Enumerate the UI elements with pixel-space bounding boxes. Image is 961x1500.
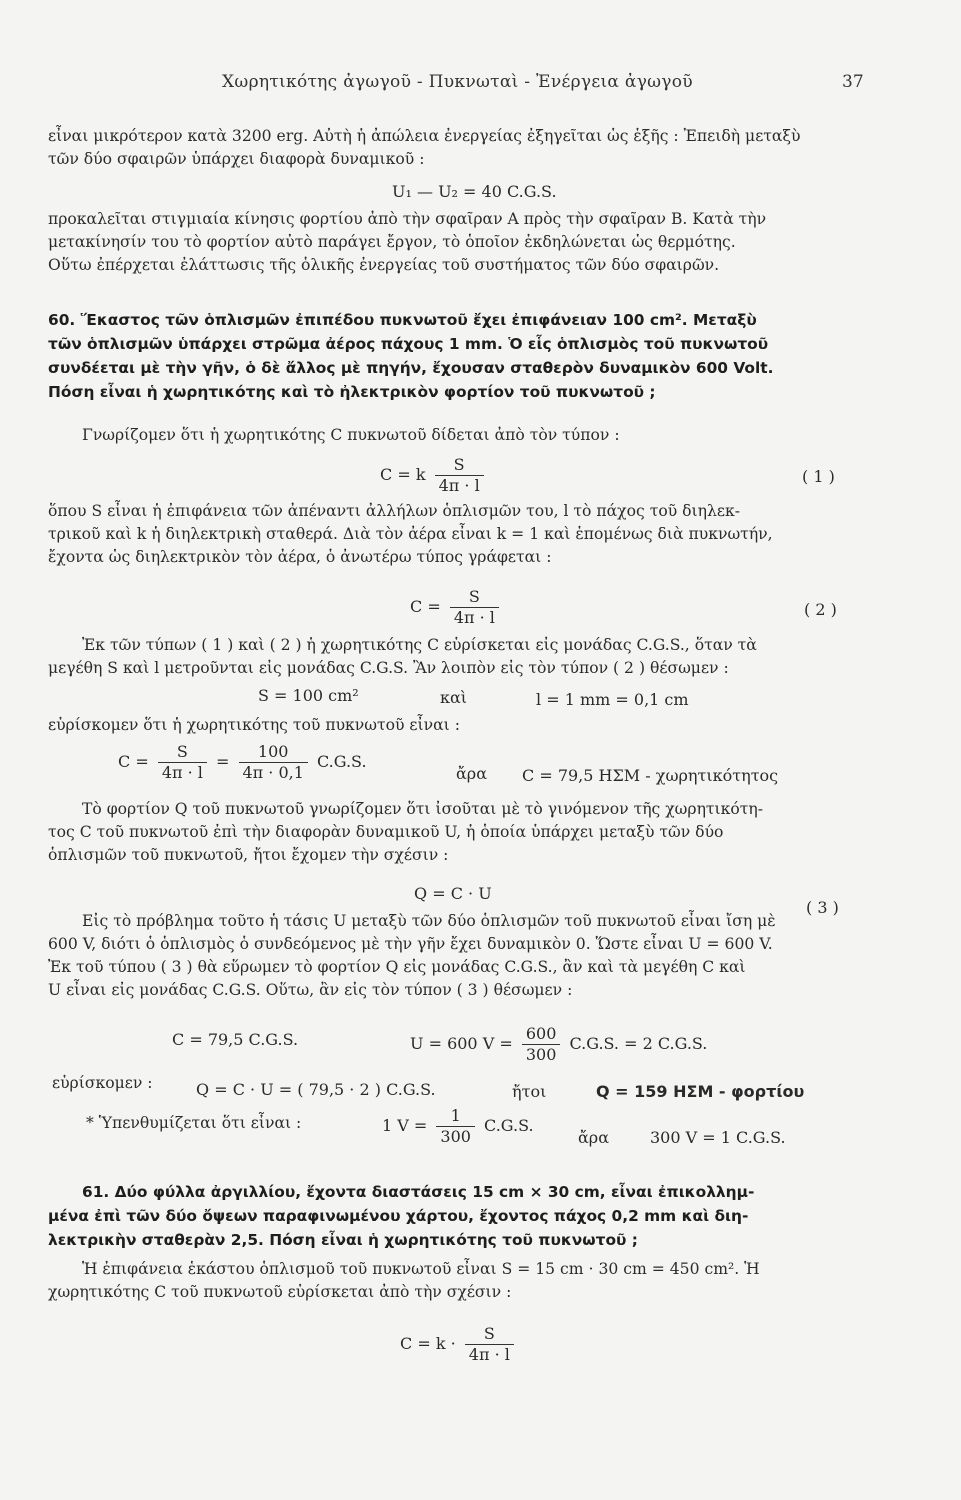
problem-60 <box>48 308 878 404</box>
solution-60-units <box>48 634 878 680</box>
eq7-result: Q = 159 ΗΣΜ - φορτίου <box>596 1082 805 1101</box>
text-line: εὑρίσκομεν ὅτι ἡ χωρητικότης τοῦ πυκνωτοῦ εἶναι : <box>48 716 460 734</box>
text-line: προκαλεῖται στιγμιαία κίνησις φορτίου ἀπὸ τὴν σφαῖραν Α πρὸς τὴν σφαῖραν Β. Κατὰ τὴν <box>48 210 767 228</box>
eq4-denominator-2: 4π · 0,1 <box>242 763 304 782</box>
eq6-denominator: 300 <box>525 1045 557 1064</box>
equation-1-tag: ( 1 ) <box>802 467 835 486</box>
text-line: τος C τοῦ πυκνωτοῦ ἐπὶ τὴν διαφορὰν δυναμικοῦ U, ἡ ὁποία ὑπάρχει μεταξὺ τῶν δύο <box>48 823 724 841</box>
header-title: Χωρητικότης ἀγωγοῦ - Πυκνωταὶ - Ἐνέργεια ἀγωγοῦ <box>222 72 693 92</box>
text-line: Γνωρίζομεν ὅτι ἡ χωρητικότης C πυκνωτοῦ δίδεται ἀπὸ τὸν τύπον : <box>82 426 620 444</box>
eq6-u-lhs: U = 600 V = <box>410 1034 513 1053</box>
problem-line: 61. Δύο φύλλα ἀργιλλίου, ἔχοντα διαστάσεις 15 cm × 30 cm, εἶναι ἐπικολλημ- <box>82 1183 755 1201</box>
solution-60-intro <box>48 424 878 447</box>
eq6-capacitance: C = 79,5 C.G.S. <box>172 1030 299 1049</box>
text-line: Τὸ φορτίον Q τοῦ πυκνωτοῦ γνωρίζομεν ὅτι ἰσοῦται μὲ τὸ γινόμενον τῆς χωρητικότη- <box>82 800 764 818</box>
equation-1 <box>380 455 488 496</box>
eq2-lhs: C = <box>410 597 441 616</box>
problem-61 <box>48 1180 878 1252</box>
equation-potential-difference: U₁ — U₂ = 40 C.G.S. <box>392 182 557 201</box>
equation-3-and: καὶ <box>440 688 468 707</box>
note-denominator: 300 <box>440 1127 471 1146</box>
eq7-expression: Q = C · U = ( 79,5 · 2 ) C.G.S. <box>196 1080 436 1099</box>
eq6-u-rhs: C.G.S. = 2 C.G.S. <box>569 1034 708 1053</box>
eq4-result: C = 79,5 ΗΣΜ - χωρητικότητος <box>522 766 779 785</box>
solution-60-find <box>48 714 878 737</box>
problem-line: 60. Ἕκαστος τῶν ὁπλισμῶν ἐπιπέδου πυκνωτοῦ ἔχει ἐπιφάνειαν 100 cm². Μεταξὺ <box>48 311 757 329</box>
problem-line: τῶν ὁπλισμῶν ὑπάρχει στρῶμα ἀέρος πάχους 1 mm. Ὁ εἷς ὁπλισμὸς τοῦ πυκνωτοῦ <box>48 335 769 353</box>
solution-60-charge <box>48 798 878 867</box>
eq61-numerator: S <box>465 1324 514 1345</box>
eq1-denominator: 4π · l <box>438 476 480 495</box>
equation-5: Q = C · U <box>414 884 492 903</box>
note-unit: C.G.S. <box>484 1116 534 1135</box>
equation-4 <box>118 742 367 783</box>
eq2-fraction <box>450 587 499 628</box>
note-numerator: 1 <box>436 1106 475 1127</box>
eq4-ara: ἄρα <box>456 764 488 783</box>
equation-3a: S = 100 cm² <box>258 686 359 705</box>
eq4-fraction-2 <box>239 742 308 783</box>
note-rhs: 300 V = 1 C.G.S. <box>650 1128 786 1147</box>
text-line: τρικοῦ καὶ k ἡ διηλεκτρικὴ σταθερά. Διὰ τὸν ἀέρα εἶναι k = 1 καὶ ἑπομένως διὰ πυκνωτήν, <box>48 525 773 543</box>
solution-60-definitions <box>48 500 878 569</box>
text-line: U εἶναι εἰς μονάδας C.G.S. Οὕτω, ἂν εἰς τὸν τύπον ( 3 ) θέσωμεν : <box>48 981 573 999</box>
eq4-numerator-2: 100 <box>239 742 308 763</box>
problem-line: μένα ἐπὶ τῶν δύο ὄψεων παραφινωμένου χάρτου, ἔχοντος πάχος 0,2 mm καὶ διη- <box>48 1207 749 1225</box>
eq1-lhs: C = k <box>380 465 426 484</box>
eq61-fraction <box>465 1324 514 1365</box>
eq6-fraction <box>522 1024 561 1065</box>
eq4-numerator-1: S <box>158 742 207 763</box>
text-line: 600 V, διότι ὁ ὁπλισμὸς ὁ συνδεόμενος μὲ τὴν γῆν ἔχει δυναμικὸν 0. Ὥστε εἶναι U = 600 V. <box>48 935 773 953</box>
note-fraction <box>436 1106 475 1147</box>
text-line: χωρητικότης C τοῦ πυκνωτοῦ εὑρίσκεται ἀπὸ τὴν σχέσιν : <box>48 1283 512 1301</box>
eq4-unit: C.G.S. <box>317 752 367 771</box>
equation-5-tag: ( 3 ) <box>806 898 839 917</box>
eq2-numerator: S <box>450 587 499 608</box>
note-label: * Ὑπενθυμίζεται ὅτι εἶναι : <box>86 1114 302 1132</box>
text-line: Οὕτω ἐπέρχεται ἐλάττωσις τῆς ὁλικῆς ἐνεργείας τοῦ συστήματος τῶν δύο σφαιρῶν. <box>48 256 720 274</box>
text-line: μεγέθη S καὶ l μετροῦνται εἰς μονάδας C.G.S. Ἂν λοιπὸν εἰς τὸν τύπον ( 2 ) θέσωμεν : <box>48 659 729 677</box>
eq2-denominator: 4π · l <box>453 608 495 627</box>
equation-2 <box>410 587 503 628</box>
equation-61 <box>400 1324 518 1365</box>
running-header <box>0 72 961 102</box>
note-ara: ἄρα <box>578 1128 610 1147</box>
text-line: Ἡ ἐπιφάνεια ἑκάστου ὁπλισμοῦ τοῦ πυκνωτοῦ εἶναι S = 15 cm · 30 cm = 450 cm². Ἡ <box>82 1260 760 1278</box>
text-line: ὁπλισμῶν τοῦ πυκνωτοῦ, ἤτοι ἔχομεν τὴν σχέσιν : <box>48 846 449 864</box>
eq7-etoi: ἤτοι <box>512 1082 547 1101</box>
text-line: Ἐκ τοῦ τύπου ( 3 ) θὰ εὕρωμεν τὸ φορτίον Q εἰς μονάδας C.G.S., ἂν καὶ τὰ μεγέθη C καὶ <box>48 958 746 976</box>
note-lhs: 1 V = <box>382 1116 428 1135</box>
problem-line: Πόση εἶναι ἡ χωρητικότης καὶ τὸ ἠλεκτρικὸν φορτίον τοῦ πυκνωτοῦ ; <box>48 383 656 401</box>
text-line: ἔχοντα ὡς διηλεκτρικὸν τὸν ἀέρα, ὁ ἀνωτέρω τύπος γράφεται : <box>48 548 552 566</box>
solution-61 <box>48 1258 878 1304</box>
text-line: εἶναι μικρότερον κατὰ 3200 erg. Αὐτὴ ἡ ἀπώλεια ἐνεργείας ἐξηγεῖται ὡς ἑξῆς : Ἐπειδὴ μεταξὺ <box>48 127 801 145</box>
eq4-lhs: C = <box>118 752 149 771</box>
eq1-fraction <box>435 455 484 496</box>
problem-line: λεκτρικὴν σταθερὰν 2,5. Πόση εἶναι ἡ χωρητικότης τοῦ πυκνωτοῦ ; <box>48 1231 638 1249</box>
text-line: τῶν δύο σφαιρῶν ὑπάρχει διαφορὰ δυναμικοῦ : <box>48 150 425 168</box>
problem-line: συνδέεται μὲ τὴν γῆν, ὁ δὲ ἄλλος μὲ πηγήν, ἔχουσαν σταθερὸν δυναμικὸν 600 Volt. <box>48 359 774 377</box>
text-line: ὅπου S εἶναι ἡ ἐπιφάνεια τῶν ἀπέναντι ἀλλήλων ὁπλισμῶν του, l τὸ πάχος τοῦ διηλεκ- <box>48 502 740 520</box>
intro-paragraph <box>48 125 878 171</box>
eq4-denominator-1: 4π · l <box>161 763 203 782</box>
equation-2-tag: ( 2 ) <box>804 600 837 619</box>
note-equation <box>382 1106 534 1147</box>
eq1-numerator: S <box>435 455 484 476</box>
eq61-denominator: 4π · l <box>468 1345 510 1364</box>
eq6-numerator: 600 <box>522 1024 561 1045</box>
text-line: Εἰς τὸ πρόβλημα τοῦτο ἡ τάσις U μεταξὺ τῶν δύο ὁπλισμῶν τοῦ πυκνωτοῦ εἶναι ἴση μὲ <box>82 912 776 930</box>
text-line: Ἐκ τῶν τύπων ( 1 ) καὶ ( 2 ) ἡ χωρητικότης C εὑρίσκεται εἰς μονάδας C.G.S., ὅταν τὰ <box>82 636 757 654</box>
eq4-equals: = <box>216 752 230 771</box>
page-number: 37 <box>842 72 864 92</box>
eq4-fraction-1 <box>158 742 207 783</box>
eq61-lhs: C = k · <box>400 1334 456 1353</box>
eq7-label: εὑρίσκομεν : <box>52 1074 153 1092</box>
equation-6-voltage <box>410 1024 707 1065</box>
solution-60-voltage <box>48 910 878 1002</box>
intro-after-paragraph <box>48 208 878 277</box>
equation-3b: l = 1 mm = 0,1 cm <box>536 690 689 709</box>
text-line: μετακίνησίν του τὸ φορτίον αὐτὸ παράγει ἔργον, τὸ ὁποῖον ἐκδηλώνεται ὡς θερμότης. <box>48 233 736 251</box>
